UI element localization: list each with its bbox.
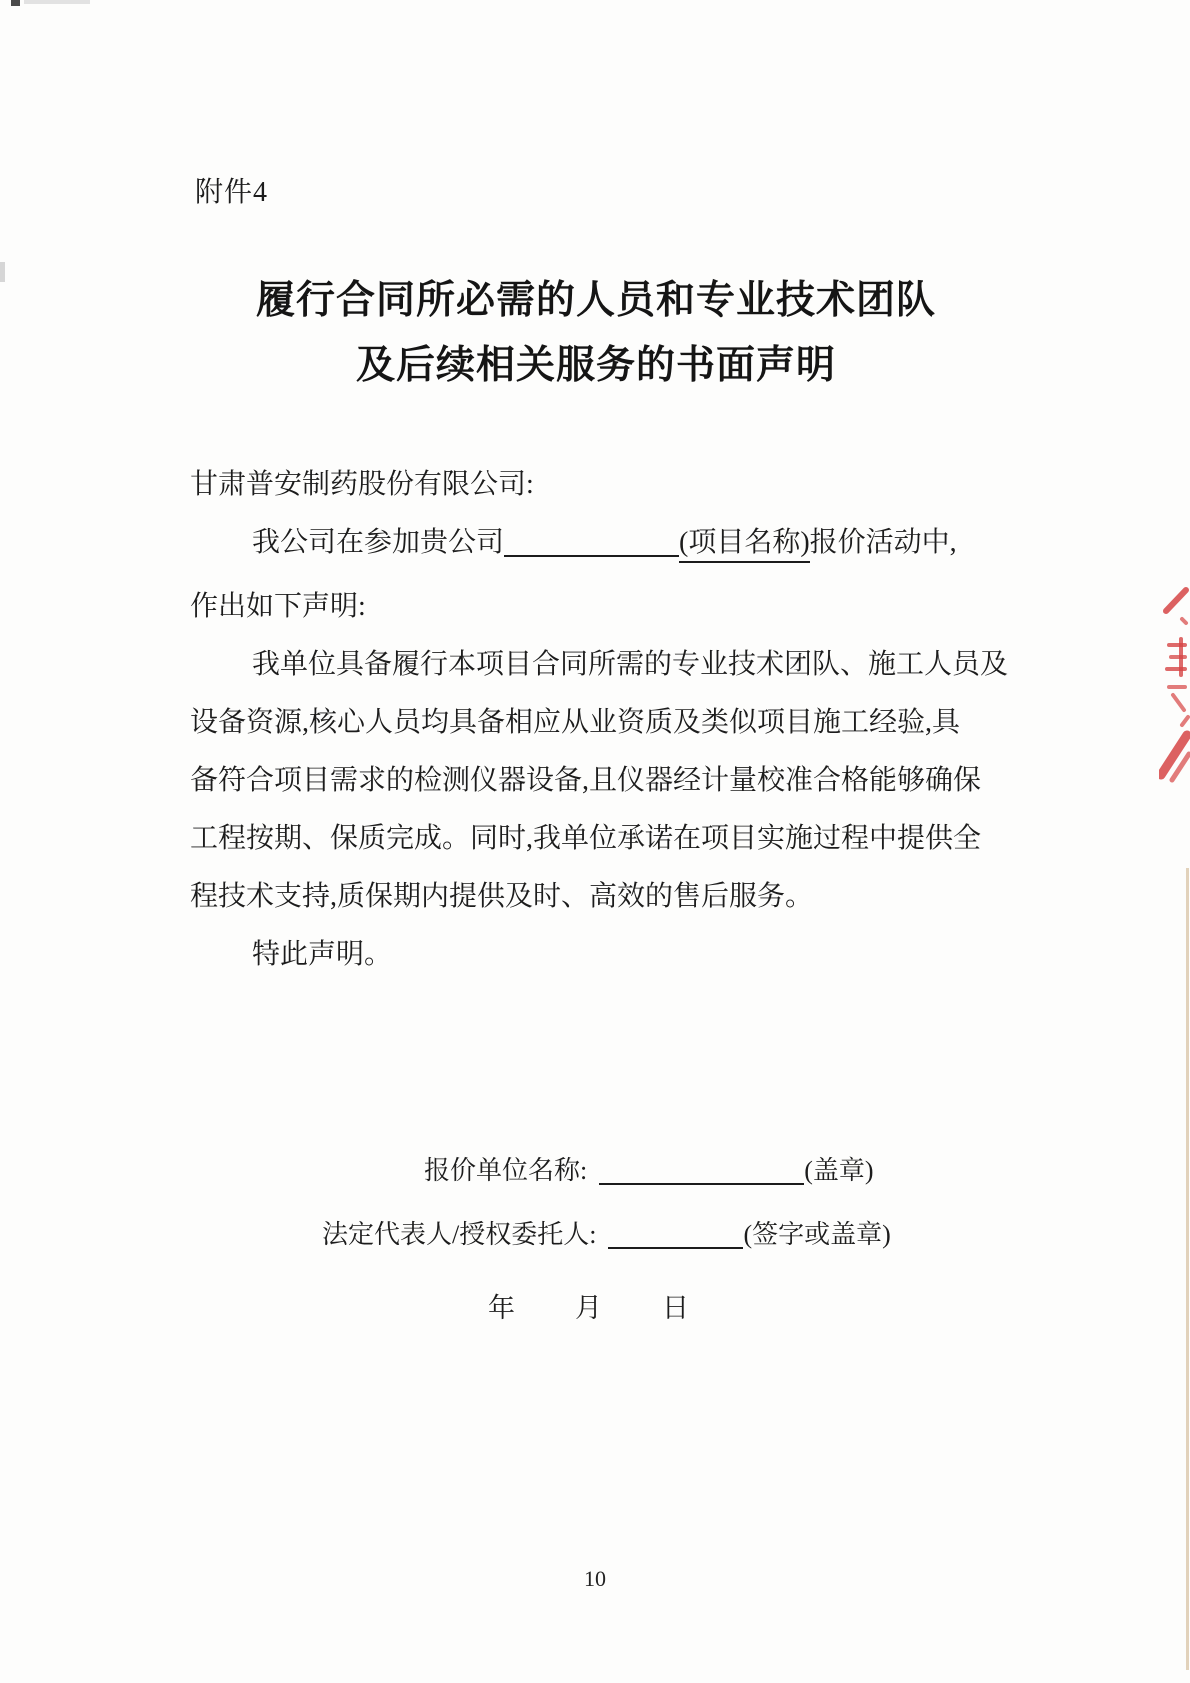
scan-artifact-line [1186,868,1189,1670]
page-number: 10 [584,1566,606,1591]
body-line: 程技术支持,质保期内提供及时、高效的售后服务。 [190,881,814,912]
body-line: 备符合项目需求的检测仪器设备,且仪器经计量校准合格能够确保 [190,765,982,796]
body-line: 我单位具备履行本项目合同所需的专业技术团队、施工人员及 [252,649,1009,680]
company-label: 报价单位名称: [424,1156,588,1185]
body-line: 工程按期、保质完成。同时,我单位承诺在项目实施过程中提供全 [190,823,982,854]
declare-intro: 作出如下声明: [190,591,366,622]
declaration-body [190,578,1030,984]
title-line-2: 及后续相关服务的书面声明 [355,344,836,387]
company-name-blank [599,1157,804,1185]
red-seal-fragment-icon [1159,583,1190,783]
salutation: 甘肃普安制药股份有限公司: [190,469,534,500]
opening-line [190,520,957,560]
project-name-bracket: (项目名称) [679,527,810,563]
attachment-label: 附件4 [195,177,269,208]
legal-sign-note: (签字或盖章) [743,1220,891,1249]
opening-prefix: 我公司在参加贵公司 [252,527,505,558]
opening-suffix: 报价活动中, [809,527,957,558]
signature-company-row [424,1150,874,1187]
legal-label: 法定代表人/授权委托人: [322,1220,597,1249]
title-line-1: 履行合同所必需的人员和专业技术团队 [255,279,936,322]
scan-smudge-icon [11,0,20,6]
legal-name-blank [608,1221,743,1249]
scan-smudge-icon [24,0,90,4]
project-name-blank [504,527,679,557]
signature-legal-row [322,1214,891,1251]
company-seal-note: (盖章) [804,1156,874,1185]
scan-edge-mark-icon [0,262,5,282]
closing-line: 特此声明。 [252,939,393,970]
document-title [190,268,1002,398]
date-line: 年 月 日 [488,1293,691,1323]
body-line: 设备资源,核心人员均具备相应从业资质及类似项目施工经验,具 [190,707,961,738]
